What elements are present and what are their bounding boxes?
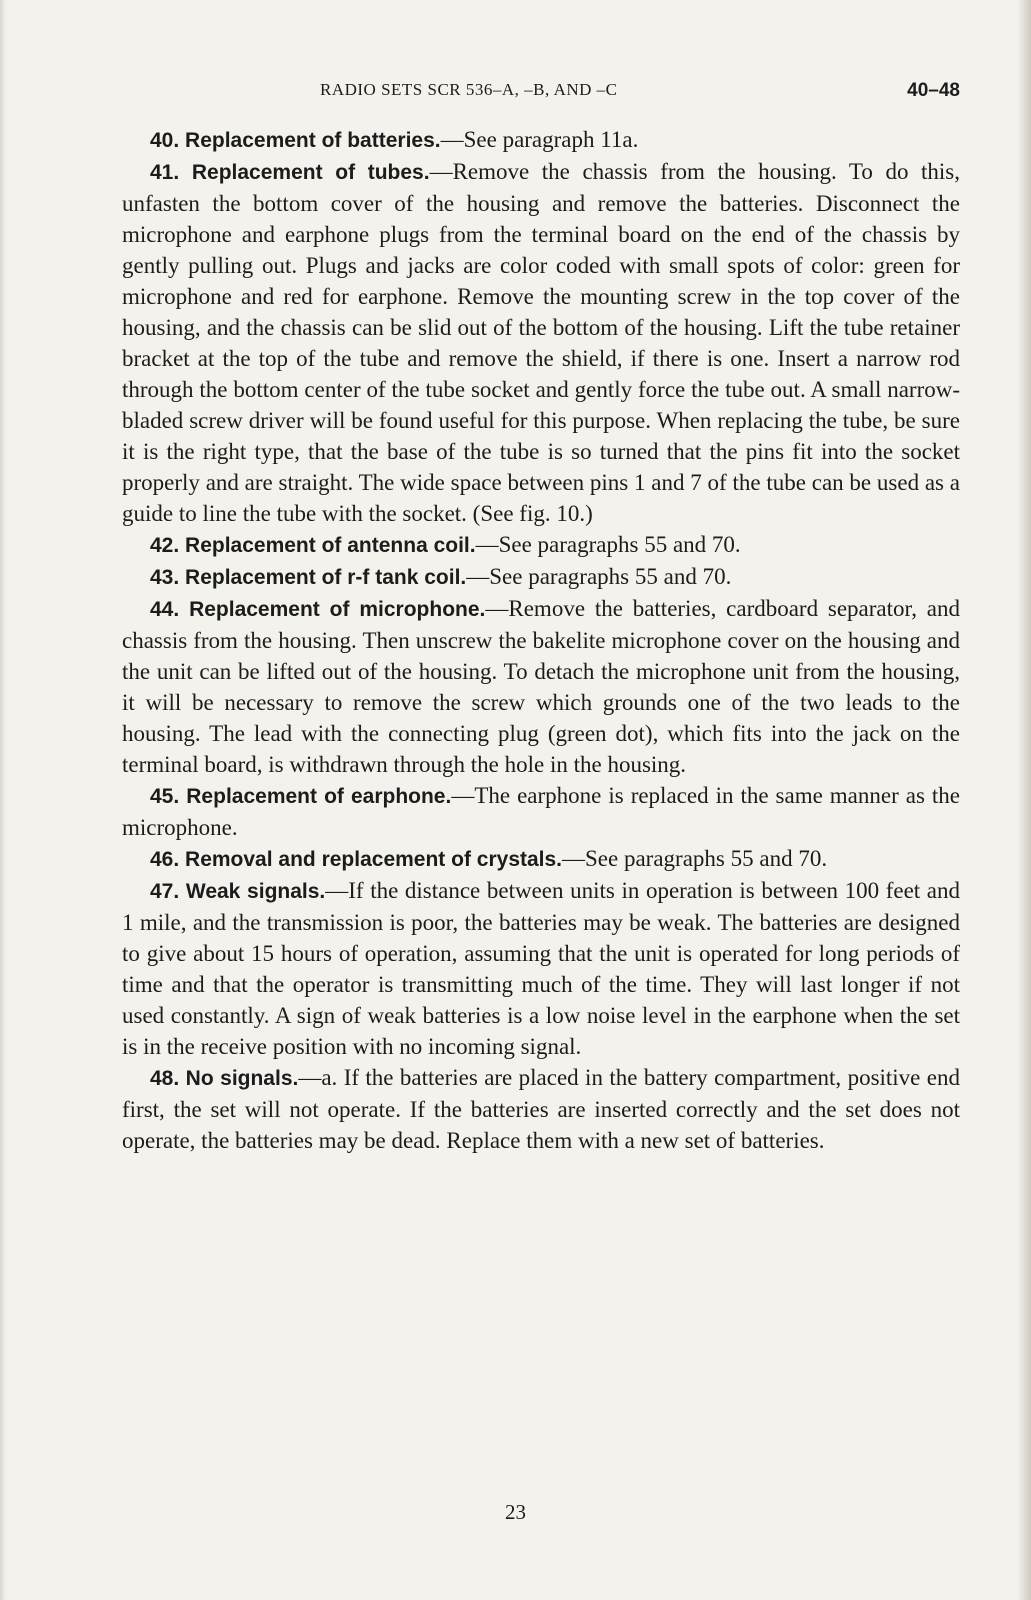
paragraph-heading: 40. Replacement of batteries. xyxy=(150,129,441,152)
paragraph-47 xyxy=(122,875,960,1062)
paragraph-text: —The earphone is replaced in the same manner as the microphone. xyxy=(122,783,960,840)
paragraph-text: —If the distance between units in operation is between 100 feet and 1 mile, and the transmission is poor, the batteries may be weak. The batteries are designed to give about 15 hours of operation, assuming that the unit is operated for long periods of time and that the operator is transmitting much of the time. They will last longer if not used constantly. A sign of weak batteries is a low noise level in the earphone when the set is in the receive position with no incoming signal. xyxy=(122,878,960,1059)
paragraph-heading: 44. Replacement of microphone. xyxy=(150,598,486,621)
page-edge-left xyxy=(0,0,6,1600)
paragraph-48 xyxy=(122,1062,960,1156)
paragraph-text: —See paragraphs 55 and 70. xyxy=(475,532,741,557)
paragraph-40 xyxy=(122,124,960,156)
paragraph-text: —a. If the batteries are placed in the battery compartment, positive end first, the set will not operate. If the batteries are inserted correctly and the set does not operate, the batteries may be dead. Replace them with a new set of batteries. xyxy=(122,1065,960,1153)
paragraph-43 xyxy=(122,561,960,593)
paragraph-text: —See paragraphs 55 and 70. xyxy=(466,564,732,589)
page-edge-right xyxy=(1017,0,1031,1600)
paragraph-heading: 43. Replacement of r-f tank coil. xyxy=(150,566,467,589)
paragraph-text: —Remove the batteries, cardboard separator, and chassis from the housing. Then unscrew the bakelite microphone cover on the housing and the unit can be lifted out of the housing. To detach the microphone unit from the housing, it will be necessary to remove the screw which grounds one of the two leads to the housing. The lead with the connecting plug (green dot), which fits into the jack on the terminal board, is withdrawn through the hole in the housing. xyxy=(122,596,960,777)
paragraph-heading: 48. No signals. xyxy=(150,1067,299,1090)
paragraph-46 xyxy=(122,843,960,875)
paragraph-heading: 47. Weak signals. xyxy=(150,880,326,903)
paragraph-text: —See paragraphs 55 and 70. xyxy=(562,846,828,871)
page-header xyxy=(120,80,960,110)
paragraph-41 xyxy=(122,156,960,529)
paragraph-heading: 46. Removal and replacement of crystals. xyxy=(150,848,563,871)
paragraph-heading: 41. Replacement of tubes. xyxy=(150,161,430,184)
paragraph-44 xyxy=(122,593,960,780)
page-number: 23 xyxy=(505,1500,526,1524)
paragraph-42 xyxy=(122,529,960,561)
paragraph-text: —See paragraph 11a. xyxy=(440,127,639,152)
paragraph-text: —Remove the chassis from the housing. To do this, unfasten the bottom cover of the housing and remove the batteries. Disconnect the microphone and earphone plugs from the terminal board on the end of the chassis by gently pulling out. Plugs and jacks are color coded with small spots of color: green for microphone and red for earphone. Remove the mounting screw in the top cover of the housing, and the chassis can be slid out of the bottom of the housing. Lift the tube retainer bracket at the top of the tube and remove the shield, if there is one. Insert a narrow rod through the bottom center of the tube socket and gently force the tube out. A small narrow-bladed screw driver will be found useful for this purpose. When replacing the tube, be sure it is the right type, that the base of the tube is so turned that the pins fit into the socket properly and are straight. The wide space between pins 1 and 7 of the tube can be used as a guide to line the tube with the socket. (See fig. 10.) xyxy=(122,159,960,526)
page-body xyxy=(122,124,960,1156)
paragraph-heading: 42. Replacement of antenna coil. xyxy=(150,534,476,557)
paragraph-range: 40–48 xyxy=(907,80,960,101)
running-head: RADIO SETS SCR 536–A, –B, AND –C xyxy=(320,80,618,99)
paragraph-heading: 45. Replacement of earphone. xyxy=(150,785,452,808)
paragraph-45 xyxy=(122,780,960,843)
